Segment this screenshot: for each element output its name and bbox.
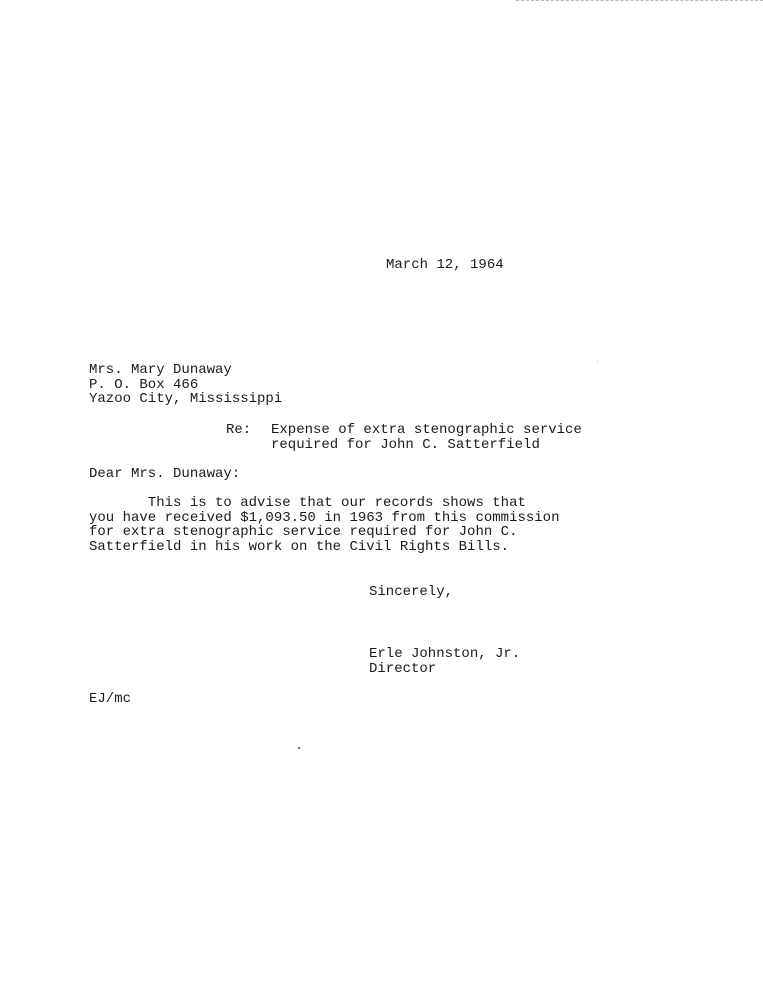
letter-date: March 12, 1964 bbox=[386, 257, 504, 273]
body-line: This is to advise that our records shows that bbox=[89, 495, 526, 511]
subject-label: Re: bbox=[226, 422, 252, 438]
recipient-address-block bbox=[89, 363, 282, 407]
body-line: Satterfield in his work on the Civil Rights Bills. bbox=[89, 538, 510, 555]
salutation: Dear Mrs. Dunaway: bbox=[89, 466, 241, 482]
body-line: for extra stenographic service required for John C. bbox=[89, 524, 518, 540]
subject-block bbox=[271, 423, 582, 452]
scan-edge-rule bbox=[516, 0, 763, 1]
subject-line: Expense of extra stenographic service bbox=[271, 422, 582, 438]
recipient-address-line1: P. O. Box 466 bbox=[89, 376, 199, 393]
signature-block bbox=[369, 647, 520, 676]
scan-speck bbox=[298, 747, 300, 749]
body-line: you have received $1,093.50 in 1963 from this commission bbox=[89, 509, 560, 526]
reference-initials: EJ/mc bbox=[89, 691, 132, 707]
signer-name: Erle Johnston, Jr. bbox=[369, 646, 521, 662]
subject-line: required for John C. Satterfield bbox=[271, 436, 540, 453]
scan-speck bbox=[597, 361, 598, 362]
signer-title: Director bbox=[369, 660, 437, 677]
complimentary-close: Sincerely, bbox=[369, 584, 454, 600]
recipient-name: Mrs. Mary Dunaway bbox=[89, 362, 232, 378]
letter-body bbox=[89, 496, 559, 554]
recipient-address-line2: Yazoo City, Mississippi bbox=[89, 391, 283, 407]
